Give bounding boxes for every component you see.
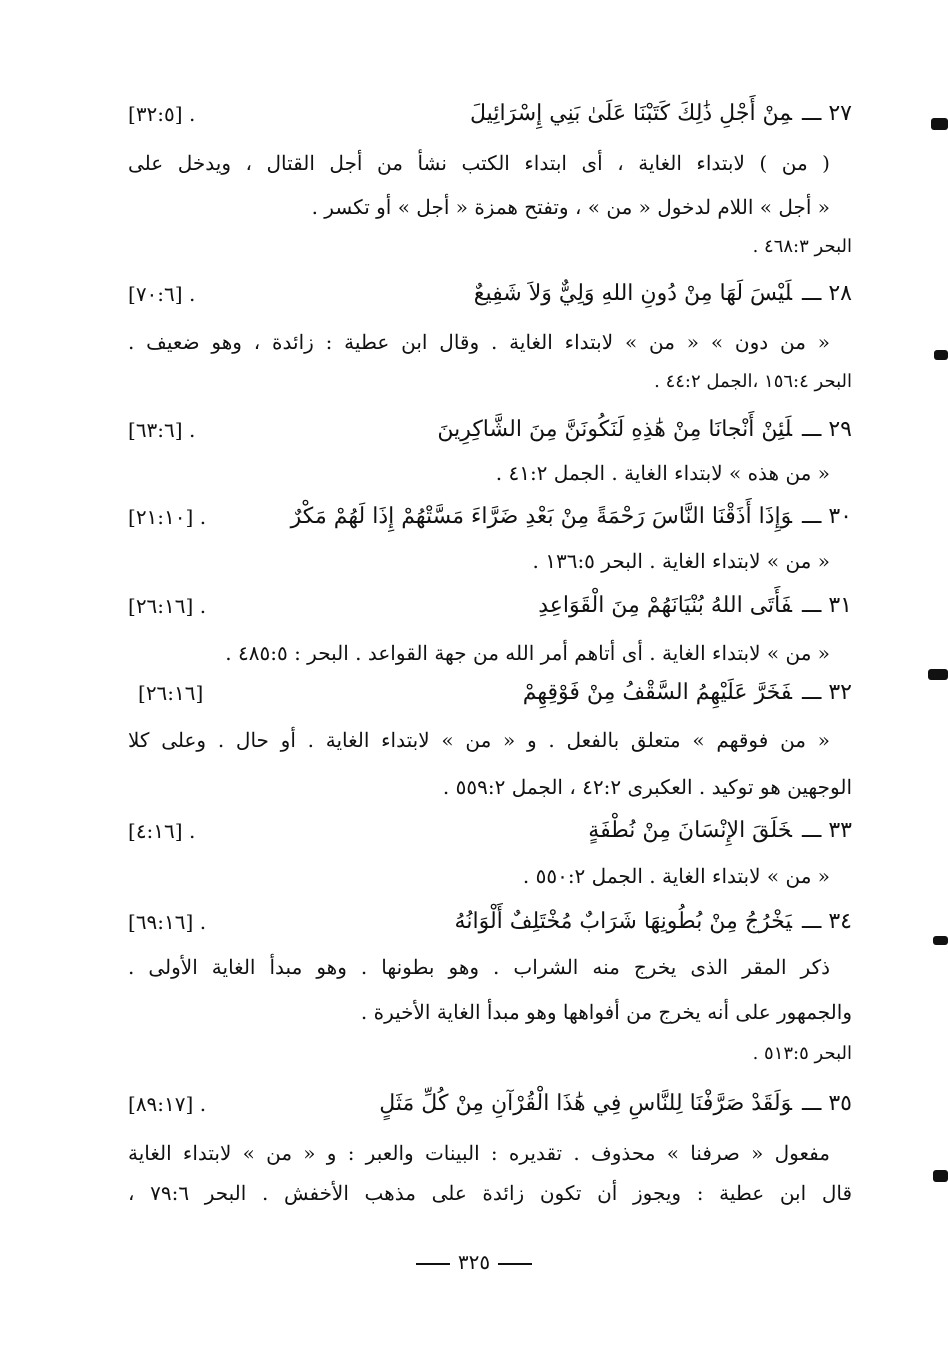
source-text: البحر ٤٦٨:٣ . — [752, 236, 852, 257]
scan-mark — [933, 1170, 948, 1182]
note-text: قال ابن عطية : ويجوز أن تكون زائدة على مذهب الأخفش . البحر ٧٩:٦ ، — [128, 1181, 852, 1205]
note-line — [128, 947, 852, 987]
scan-mark — [934, 350, 948, 360]
verse-number: ٢٧ ـــ — [802, 101, 852, 126]
page-number — [0, 1244, 948, 1280]
note-line — [128, 541, 852, 581]
source-line — [128, 362, 852, 402]
verse-reference: [٤:١٦] . — [128, 819, 196, 843]
verse-number: ٣٣ ـــ — [802, 818, 852, 843]
verse-text: لَئِنْ أَنْجانَا مِنْ هَٰذِهِ لَنَكُونَنَّ مِنَ الشَّاكِرِينَ — [437, 417, 793, 442]
verse-line-33 — [128, 811, 852, 851]
note-text: والجمهور على أنه يخرج من أفواهها وهو مبدأ الغاية الأخيرة . — [360, 1000, 852, 1024]
note-line — [128, 453, 852, 493]
verse-number: ٢٩ ـــ — [802, 417, 852, 442]
verse-line-29 — [128, 410, 852, 450]
verse-text: مِنْ أَجْلِ ذَٰلِكَ كَتَبْنَا عَلَىٰ بَنِي إِسْرَائِيلَ — [470, 101, 793, 126]
verse-reference: [٢١:١٠] . — [128, 505, 207, 529]
verse-number: ٣٢ ـــ — [802, 680, 852, 705]
verse-line-32 — [128, 673, 852, 713]
source-line — [128, 227, 852, 267]
footer-dash — [416, 1263, 450, 1265]
note-text: ( من ) لابتداء الغاية ، أى ابتداء الكتب نشأ من أجل القتال ، ويدخل على — [128, 151, 830, 175]
source-text: البحر ٥١٣:٥ . — [752, 1043, 852, 1064]
note-line — [128, 143, 852, 183]
verse-line-34 — [128, 902, 852, 942]
verse-number: ٢٨ ـــ — [802, 281, 852, 306]
note-text: مفعول « صرفنا » محذوف . تقديره : البينات والعبر : و « من » لابتداء الغاية — [128, 1141, 830, 1165]
source-line — [128, 1034, 852, 1074]
verse-reference: [٧٠:٦] . — [128, 282, 196, 306]
note-line — [128, 856, 852, 896]
verse-text: يَخْرُجُ مِنْ بُطُونِهَا شَرَابٌ مُخْتَلِفٌ أَلْوَانُهُ — [454, 909, 793, 934]
verse-text: وَإِذَا أَذَقْنَا النَّاسَ رَحْمَةً مِنْ بَعْدِ ضَرَّاءَ مَسَّتْهُمْ إِذَا لَهُمْ مَكْرٌ — [290, 504, 793, 529]
note-text: « أجل » اللام لدخول « من » ، وتفتح همزة « أجل » أو تكسر . — [311, 195, 830, 219]
note-text: « من هذه » لابتداء الغاية . الجمل ٤١:٢ . — [495, 461, 830, 485]
verse-text: وَلَقَدْ صَرَّفْنَا لِلنَّاسِ فِي هَٰذَا الْقُرْآنِ مِنْ كُلِّ مَثَلٍ — [379, 1091, 793, 1116]
scan-mark — [933, 936, 948, 945]
scan-mark — [928, 669, 948, 680]
verse-line-28 — [128, 274, 852, 314]
source-text: البحر ١٥٦:٤ ،الجمل ٤٤:٢ . — [654, 371, 852, 392]
verse-line-31 — [128, 586, 852, 626]
note-text: الوجهين هو توكيد . العكبرى ٤٢:٢ ، الجمل ٥٥٩:٢ . — [442, 775, 852, 799]
verse-reference: [٢٦:١٦] — [138, 681, 204, 705]
verse-reference: [٣٢:٥] . — [128, 102, 196, 126]
verse-text: فَخَرَّ عَلَيْهِمُ السَّقْفُ مِنْ فَوْقِهِمْ — [522, 680, 793, 705]
verse-reference: [٦٣:٦] . — [128, 418, 196, 442]
note-line — [128, 322, 852, 362]
note-text: « من دون » « من » لابتداء الغاية . وقال ابن عطية : زائدة ، وهو ضعيف . — [128, 330, 830, 354]
footer-dash — [498, 1263, 532, 1265]
note-line — [128, 767, 852, 807]
verse-line-27 — [128, 94, 852, 134]
note-line — [128, 633, 852, 673]
verse-reference: [٦٩:١٦] . — [128, 910, 207, 934]
note-text: « من » لابتداء الغاية . الجمل ٥٥٠:٢ . — [522, 864, 830, 888]
verse-text: فَأَتَى اللهُ بُنْيَانَهُمْ مِنَ الْقَوَاعِدِ — [538, 593, 793, 618]
verse-text: لَيْسَ لَهَا مِنْ دُونِ اللهِ وَلِيٌّ وَلاَ شَفِيعٌ — [473, 281, 793, 306]
verse-number: ٣٤ ـــ — [802, 909, 852, 934]
scan-mark — [931, 118, 948, 130]
verse-line-30 — [128, 497, 852, 537]
note-line — [128, 992, 852, 1032]
page-number-text: ٣٢٥ — [457, 1250, 491, 1274]
verse-line-35 — [128, 1084, 852, 1124]
note-text: « من » لابتداء الغاية . البحر ١٣٦:٥ . — [532, 549, 830, 573]
verse-number: ٣١ ـــ — [802, 593, 852, 618]
verse-text: خَلَقَ الإِنْسَانَ مِنْ نُطْفَةٍ — [588, 818, 793, 843]
verse-number: ٣٥ ـــ — [802, 1091, 852, 1116]
verse-number: ٣٠ ـــ — [802, 504, 852, 529]
note-text: ذكر المقر الذى يخرج منه الشراب . وهو بطونها . وهو مبدأ الغاية الأولى . — [128, 955, 830, 979]
verse-reference: [٢٦:١٦] . — [128, 594, 207, 618]
note-line — [128, 720, 852, 760]
note-text: « من فوقهم » متعلق بالفعل . و « من » لابتداء الغاية . أو حال . وعلى كلا — [128, 728, 830, 752]
verse-reference: [٨٩:١٧] . — [128, 1092, 207, 1116]
note-line — [128, 1133, 852, 1173]
note-line — [128, 1173, 852, 1213]
note-text: « من » لابتداء الغاية . أى أتاهم أمر الله من جهة القواعد . البحر : ٤٨٥:٥ . — [225, 641, 830, 665]
note-line — [128, 187, 852, 227]
